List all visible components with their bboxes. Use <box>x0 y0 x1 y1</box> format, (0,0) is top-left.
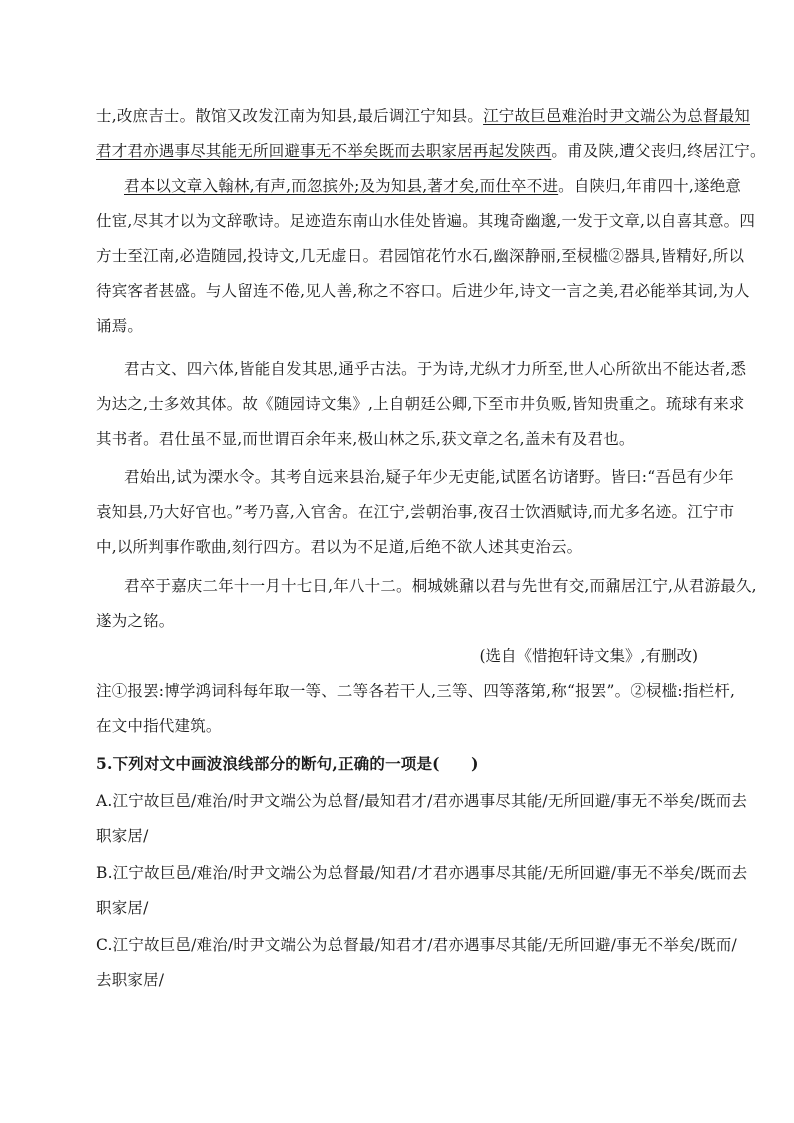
text-run: 待宾客者甚盛。与人留连不倦,见人善,称之不容口。后进少年,诗文一言之美,君必能举其词,为人 <box>96 282 750 300</box>
option-b-line-2: 职家居/ <box>96 899 149 917</box>
underlined-text: 君才君亦遇事尽其能无所回避事无不举矣既而去职家居再起发陕西 <box>96 142 552 160</box>
passage-line-5 <box>96 245 744 267</box>
passage-line-1 <box>96 105 750 127</box>
text-run: 诵焉。 <box>96 317 144 335</box>
passage-line-8 <box>124 358 746 380</box>
passage-line-13 <box>96 536 582 558</box>
underlined-text: 江宁故巨邑难治时尹文端公为总督最知 <box>483 107 750 125</box>
text-run: 君始出,试为溧水令。其考自远来县治,疑子年少无吏能,试匿名访诸野。皆曰:“吾邑有少年 <box>124 468 734 486</box>
text-run: 君卒于嘉庆二年十一月十七日,年八十二。桐城姚鼐以君与先世有交,而鼐居江宁,从君游最久, <box>124 577 757 595</box>
note-line-1: 注①报罢:博学鸿词科每年取一等、二等各若干人,三等、四等落第,称“报罢”。②棂槛:指栏杆, <box>96 682 736 700</box>
text-run: 仕宦,尽其才以为文辞歌诗。足迹造东南山水佳处皆遍。其瑰奇幽邈,一发于文章,以自喜其意。四 <box>96 212 756 230</box>
passage-line-12 <box>96 501 734 523</box>
text-run: 方士至江南,必造随园,投诗文,几无虚日。君园馆花竹水石,幽深静丽,至棂槛②器具,皆精好,所以 <box>96 247 745 265</box>
option-c-line-1: C.江宁故巨邑/难治/时尹文端公为总督最/知君才/君亦遇事尽其能/无所回避/事无不举矣/既而/ <box>96 936 737 954</box>
passage-line-7 <box>96 315 143 337</box>
passage-line-11 <box>124 466 734 488</box>
text-run: 士,改庶吉士。散馆又改发江南为知县,最后调江宁知县。 <box>96 107 484 125</box>
text-run: 。甫及陕,遭父丧归,终居江宁。 <box>551 142 766 160</box>
passage-line-9 <box>96 393 745 415</box>
text-run: 君古文、四六体,皆能自发其思,通乎古法。于为诗,尤纵才力所至,世人心所欲出不能达者,悉 <box>124 360 747 378</box>
source-citation: (选自《惜抱轩诗文集》,有删改) <box>479 647 698 665</box>
text-run: 中,以所判事作歌曲,刻行四方。君以为不足道,后绝不欲人述其吏治云。 <box>96 538 583 556</box>
underlined-text: 君本以文章入翰林 <box>124 177 250 195</box>
option-a-line-1: A.江宁故巨邑/难治/时尹文端公为总督/最知君才/君亦遇事尽其能/无所回避/事无不举矣/既而去 <box>96 792 748 810</box>
question-stem: 5.下列对文中画波浪线部分的断句,正确的一项是( ) <box>96 754 479 773</box>
passage-line-15 <box>96 610 175 632</box>
text-run: 遂为之铭。 <box>96 612 175 630</box>
underlined-text: ,有声,而忽摈外;及为知县,著才矣,而仕卒不进 <box>249 177 559 195</box>
passage-line-3 <box>124 175 741 197</box>
passage-line-10 <box>96 428 635 450</box>
text-run: 袁知县,乃大好官也。”考乃喜,入官舍。在江宁,尝朝治事,夜召士饮酒赋诗,而尤多名迹。江宁市 <box>96 503 735 521</box>
option-b-line-1: B.江宁故巨邑/难治/时尹文端公为总督最/知君/才君亦遇事尽其能/无所回避/事无不举矣/既而去 <box>96 864 748 882</box>
text-run: 。自陕归,年甫四十,遂绝意 <box>558 177 742 195</box>
text-run: 其书者。君仕虽不显,而世谓百余年来,极山林之乐,获文章之名,盖未有及君也。 <box>96 430 635 448</box>
text-run: 为达之,士多效其体。故《随园诗文集》,上自朝廷公卿,下至市井负贩,皆知贵重之。琉球有来求 <box>96 395 745 413</box>
option-a-line-2: 职家居/ <box>96 827 149 845</box>
passage-line-2 <box>96 140 766 162</box>
passage-line-6 <box>96 280 750 302</box>
note-line-2: 在文中指代建筑。 <box>96 717 222 735</box>
passage-line-4 <box>96 210 755 232</box>
option-c-line-2: 去职家居/ <box>96 971 165 989</box>
passage-line-14 <box>124 575 757 597</box>
